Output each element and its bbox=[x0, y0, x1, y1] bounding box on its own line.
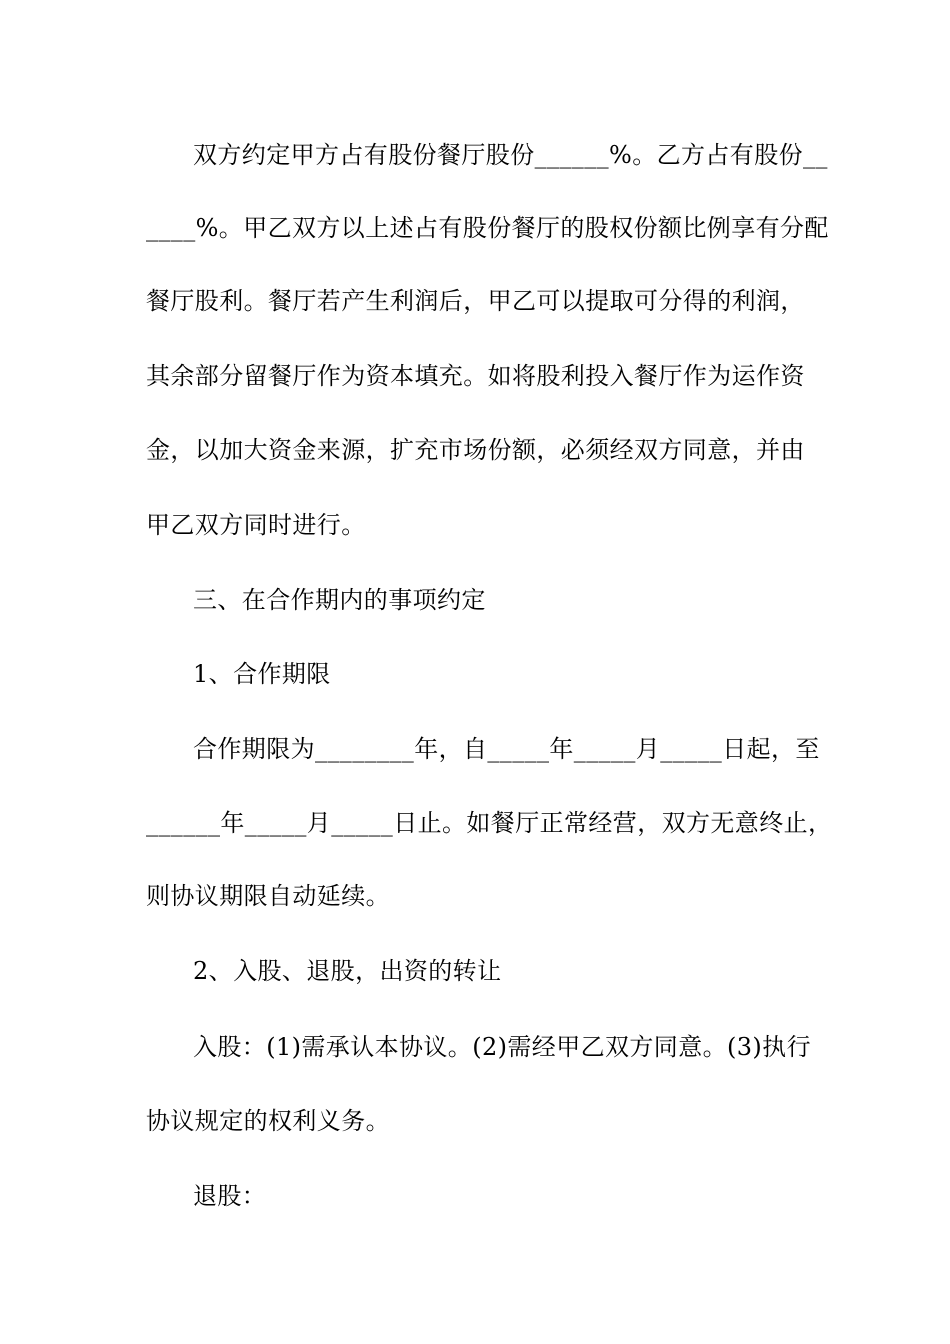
paragraph-line: 餐厅股利。餐厅若产生利润后，甲乙可以提取可分得的利润， bbox=[146, 287, 805, 315]
paragraph-line: 合作期限为________年，自_____年_____月_____日起，至 bbox=[193, 735, 820, 763]
paragraph-line: 其余部分留餐厅作为资本填充。如将股利投入餐厅作为运作资 bbox=[146, 362, 805, 390]
paragraph-line: 则协议期限自动延续。 bbox=[146, 882, 390, 910]
paragraph-line: 协议规定的权利义务。 bbox=[146, 1107, 390, 1135]
section-heading: 三、在合作期内的事项约定 bbox=[193, 586, 486, 614]
paragraph-line: 甲乙双方同时进行。 bbox=[146, 511, 366, 539]
paragraph-line: 入股：(1)需承认本协议。(2)需经甲乙双方同意。(3)执行 bbox=[193, 1033, 811, 1061]
subsection-heading: 1、合作期限 bbox=[193, 660, 331, 688]
paragraph-line: ______年_____月_____日止。如餐厅正常经营，双方无意终止， bbox=[146, 809, 833, 837]
paragraph-line: 双方约定甲方占有股份餐厅股份______%。乙方占有股份__ bbox=[193, 141, 828, 169]
paragraph-line: 退股： bbox=[193, 1182, 267, 1210]
paragraph-line: 金，以加大资金来源，扩充市场份额，必须经双方同意，并由 bbox=[146, 436, 805, 464]
paragraph-line: ____%。甲乙双方以上述占有股份餐厅的股权份额比例享有分配 bbox=[146, 214, 829, 242]
subsection-heading: 2、入股、退股，出资的转让 bbox=[193, 957, 502, 985]
